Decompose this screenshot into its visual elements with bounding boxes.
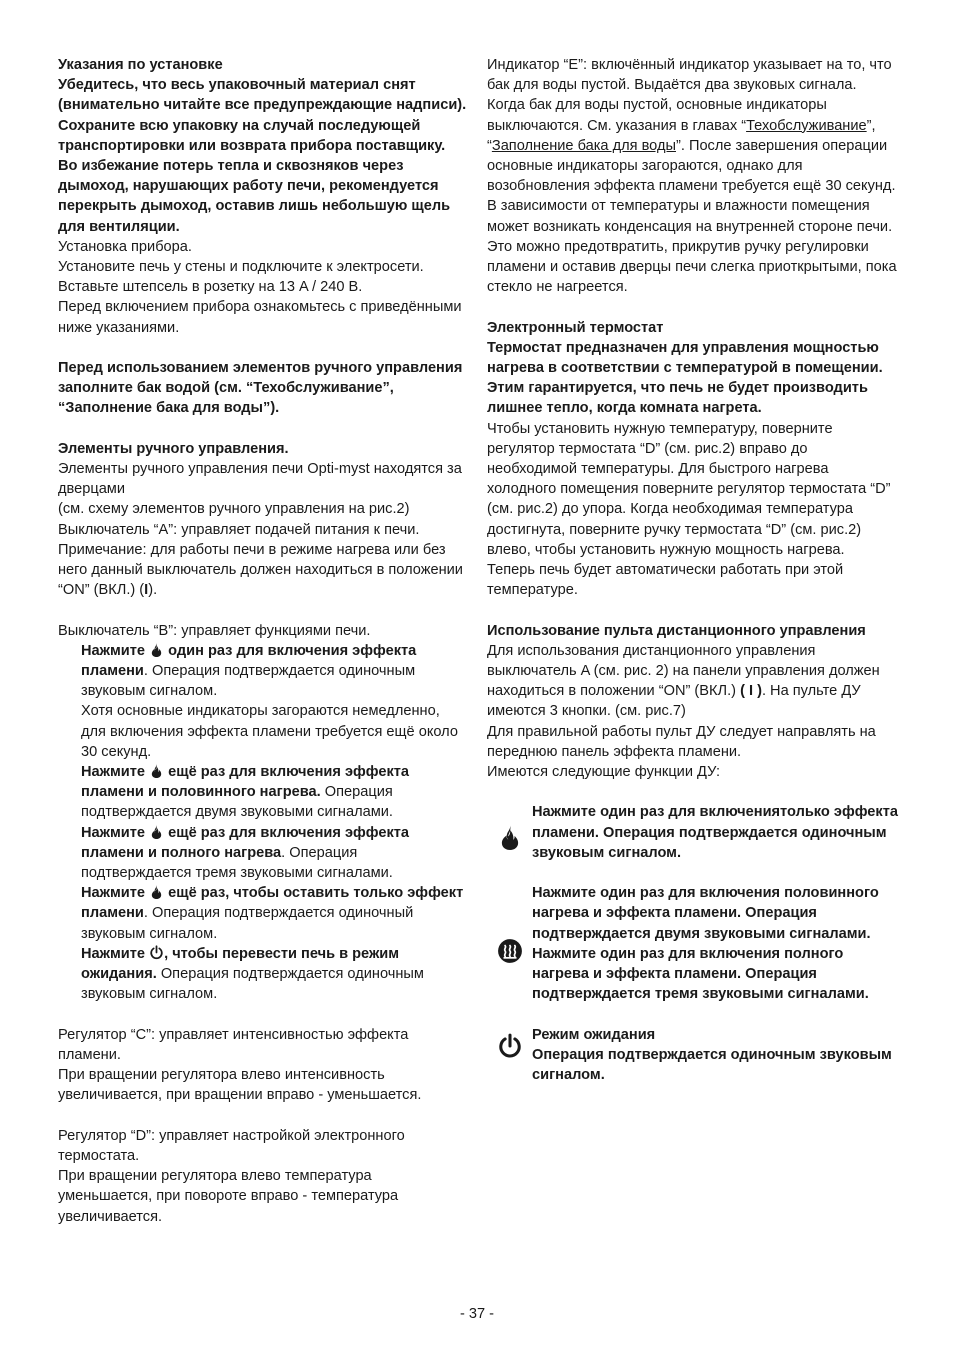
regulator-c-description: Регулятор “C”: управляет интенсивностью эффекта пламени. [58,1026,409,1063]
install-step-connect: Установите печь у стены и подключите к электросети. Вставьте штепсель в розетку на 13 A / 240 В. [58,259,424,296]
regulator-c-rotation: При вращении регулятора влево интенсивность увеличивается, при вращении вправо - уменьшается. [58,1067,422,1104]
flame-icon [149,824,164,839]
switch-b-step-flame: Нажмите один раз для включения эффекта пламени. Операция подтверждается одиночным звуковым сигналом. [81,642,417,700]
maintenance-link[interactable]: Техобслуживание [746,117,867,134]
remote-heading: Использование пульта дистанционного управления [487,622,866,639]
remote-aim-note: Для правильной работы пульт ДУ следует направлять на переднюю панель эффекта пламени. [487,723,876,760]
page-number: - 37 - [459,1306,495,1322]
switch-b-steps [58,641,468,1005]
thermostat-auto: Теперь печь будет автоматически работать при этой температуре. [487,562,844,599]
remote-heat-function [487,883,899,1004]
left-column [58,55,468,1227]
remote-standby-function [487,1025,899,1086]
install-note-packaging: Убедитесь, что весь упаковочный материал снят (внимательно читайте все предупреждающие надписи). [58,77,467,114]
switch-b-step-flame-only: Нажмите ещё раз, чтобы оставить только эффект пламени. Операция подтверждается одиночный звуковым сигналом. [81,885,464,942]
thermostat-intro: Термостат предназначен для управления мощностью нагрева в соответствии с температурой в помещении. Этим гарантируется, что печь не будет производить лишнее тепло, когда комната нагрета. [487,339,883,417]
on-symbol: I [144,582,149,599]
switch-b-description: Выключатель “B”: управляет функциями печи. [58,622,371,639]
switch-b-step-standby: Нажмите , чтобы перевести печь в режим ожидания. Операция подтверждается одиночным звуковым сигналом. [81,945,424,1003]
remote-standby-text: Режим ожидания Операция подтверждается одиночным звуковым сигналом. [532,1026,892,1084]
power-icon [149,945,164,960]
install-note-keep-packaging: Сохраните всю упаковку на случай последующей транспортировки или возврата прибора поставщику. [58,117,446,154]
regulator-d-description: Регулятор “D”: управляет настройкой электронного термостата. [58,1127,405,1164]
install-note-chimney: Во избежание потерь тепла и сквозняков через дымоход, нарушающих работу печи, рекомендуется перекрыть дымоход, оставив лишь небольшую щель для вентиляции. [58,158,451,235]
install-step-read: Перед включением прибора ознакомьтесь с приведёнными ниже указаниями. [58,299,462,336]
switch-a-note: Примечание: для работы печи в режиме нагрева или без него данный выключатель должен находиться в положении “ON” (ВКЛ.) (I). [58,541,463,599]
remote-flame-function [487,802,899,863]
switch-b-step-full-heat: Нажмите ещё раз для включения эффекта пламени и полного нагрева. Операция подтверждается тремя звуковыми сигналами. [81,824,410,882]
indicator-e-description: Индикатор “E”: включённый индикатор указывает на то, что бак для воды пустой. Выдаётся два звуковых сигнала. [487,57,892,94]
remote-flame-text: Нажмите один раз для включениятолько эффекта пламени. Операция подтверждается одиночным звуковым сигналом. [532,804,898,861]
manual-controls-location: Элементы ручного управления печи Opti-myst находятся за дверцами [58,461,462,498]
switch-b-step-half-heat: Нажмите ещё раз для включения эффекта пламени и половинного нагрева. Операция подтверждается двумя звуковыми сигналами. [81,764,410,821]
heat-icon [497,938,523,964]
flame-icon [149,884,164,899]
on-symbol: ( I ) [740,683,762,700]
remote-functions-intro: Имеются следующие функции ДУ: [487,764,721,781]
manual-controls-figure-ref: (см. схему элементов ручного управления на рис.2) [58,501,410,518]
right-column [487,55,899,1085]
switch-a-description: Выключатель “A”: управляет подачей питания к печи. [58,521,420,538]
install-heading: Указания по установке [58,57,223,73]
flame-icon [497,824,523,850]
fill-tank-warning: Перед использованием элементов ручного управления заполните бак водой (см. “Техобслуживание”, “Заполнение бака для воды”). [58,360,463,417]
flame-icon [149,642,164,657]
thermostat-instructions: Чтобы установить нужную температуру, поверните регулятор термостата “D” (см. рис.2) вправо до необходимой температуры. Для быстрого нагрева холодного помещения поверните регулятор термостата “D” (см. рис.2) до упора. Когда необходимая температура достигнута, поверните ручку термостата “D” (см. рис.2) влево, чтобы установить нужную мощность нагрева. [487,420,891,558]
switch-b-step-flame-note: Хотя основные индикаторы загораются немедленно, для включения эффекта пламени требуется ещё около 30 секунд. [81,703,458,760]
remote-half-heat-text: Нажмите один раз для включения половинного нагрева и эффекта пламени. Операция подтверждается двумя звуковыми сигналами. [532,885,879,942]
remote-full-heat-text: Нажмите один раз для включения полного нагрева и эффекта пламени. Операция подтверждается тремя звуковыми сигналами. [532,945,869,1003]
flame-icon [149,763,164,778]
power-icon [497,1033,523,1059]
manual-controls-heading: Элементы ручного управления. [58,440,289,457]
thermostat-heading: Электронный термостат [487,319,664,336]
remote-switch-note: Для использования дистанционного управления выключатель A (см. рис. 2) на панели управления должен находиться в положении “ON” (ВКЛ.) ( I ). На пульте ДУ имеются 3 кнопки. (см. рис.7) [487,642,880,720]
fill-tank-link[interactable]: Заполнение бака для воды [491,137,676,154]
empty-tank-note: Когда бак для воды пустой, основные индикаторы выключаются. См. указания в главах “Техобслуживание”, “Заполнение бака для воды”. После завершения операции основные индикаторы загораются, однако для возобновления эффекта пламени требуется ещё 30 секунд. [487,97,896,195]
install-step-title: Установка прибора. [58,238,192,255]
condensation-note: В зависимости от температуры и влажности помещения может возникать конденсация на внутренней стороне печи. Это можно предотвратить, прикрутив ручку регулировки пламени и оставив дверцы печи слегка приоткрытыми, пока стекло не нагреется. [487,198,897,296]
regulator-d-rotation: При вращении регулятора влево температура уменьшается, при повороте вправо - температура увеличивается. [58,1168,399,1225]
